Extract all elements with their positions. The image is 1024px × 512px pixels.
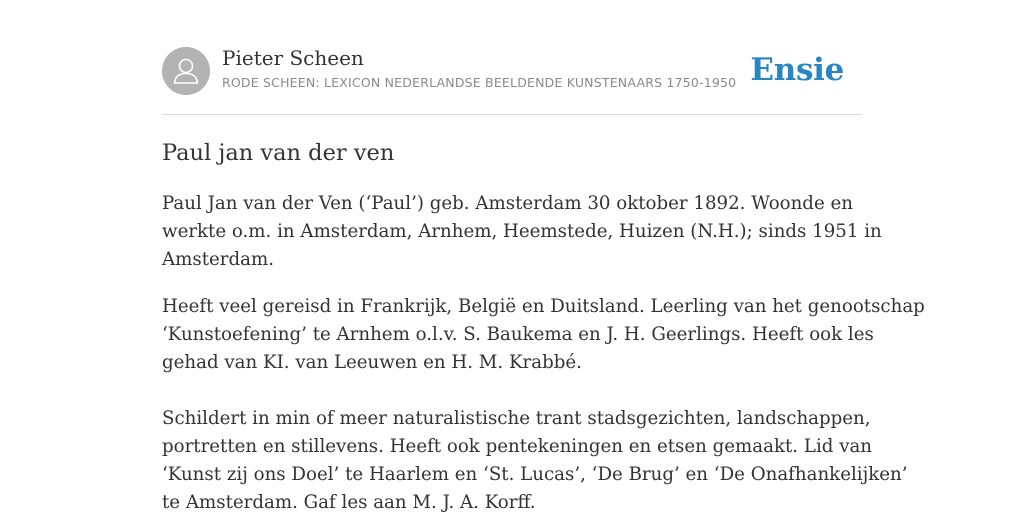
text-line: Amsterdam. bbox=[162, 249, 274, 270]
text-line: Paul Jan van der Ven (‘Paul’) geb. Amsterdam 30 oktober 1892. Woonde en bbox=[162, 193, 853, 214]
text-line: ‘Kunstoefening’ te Arnhem o.l.v. S. Baukema en J. H. Geerlings. Heeft ook les bbox=[162, 324, 874, 345]
user-silhouette-icon bbox=[162, 47, 210, 95]
paragraph bbox=[162, 405, 908, 512]
author-avatar[interactable] bbox=[162, 47, 210, 95]
text-line: te Amsterdam. Gaf les aan M. J. A. Korff. bbox=[162, 492, 536, 512]
source-title[interactable]: RODE SCHEEN: LEXICON NEDERLANDSE BEELDENDE KUNSTENAARS 1750-1950 bbox=[222, 75, 737, 90]
ensie-logo[interactable]: Ensie bbox=[750, 52, 844, 88]
article-title: Paul jan van der ven bbox=[162, 140, 395, 166]
text-line: werkte o.m. in Amsterdam, Arnhem, Heemstede, Huizen (N.H.); sinds 1951 in bbox=[162, 221, 882, 242]
text-line: ‘Kunst zij ons Doel’ te Haarlem en ‘St. Lucas’, ‘De Brug’ en ‘De Onafhankelijken’ bbox=[162, 464, 908, 485]
text-line: gehad van KI. van Leeuwen en H. M. Krabbé. bbox=[162, 352, 582, 373]
author-name[interactable]: Pieter Scheen bbox=[222, 46, 364, 70]
paragraph bbox=[162, 190, 882, 274]
text-line: portretten en stillevens. Heeft ook pentekeningen en etsen gemaakt. Lid van bbox=[162, 436, 873, 457]
text-line: Schildert in min of meer naturalistische trant stadsgezichten, landschappen, bbox=[162, 408, 871, 429]
article-body bbox=[162, 190, 925, 512]
paragraph bbox=[162, 293, 925, 377]
article-header bbox=[162, 46, 862, 115]
text-line: Heeft veel gereisd in Frankrijk, België en Duitsland. Leerling van het genootschap bbox=[162, 296, 925, 317]
